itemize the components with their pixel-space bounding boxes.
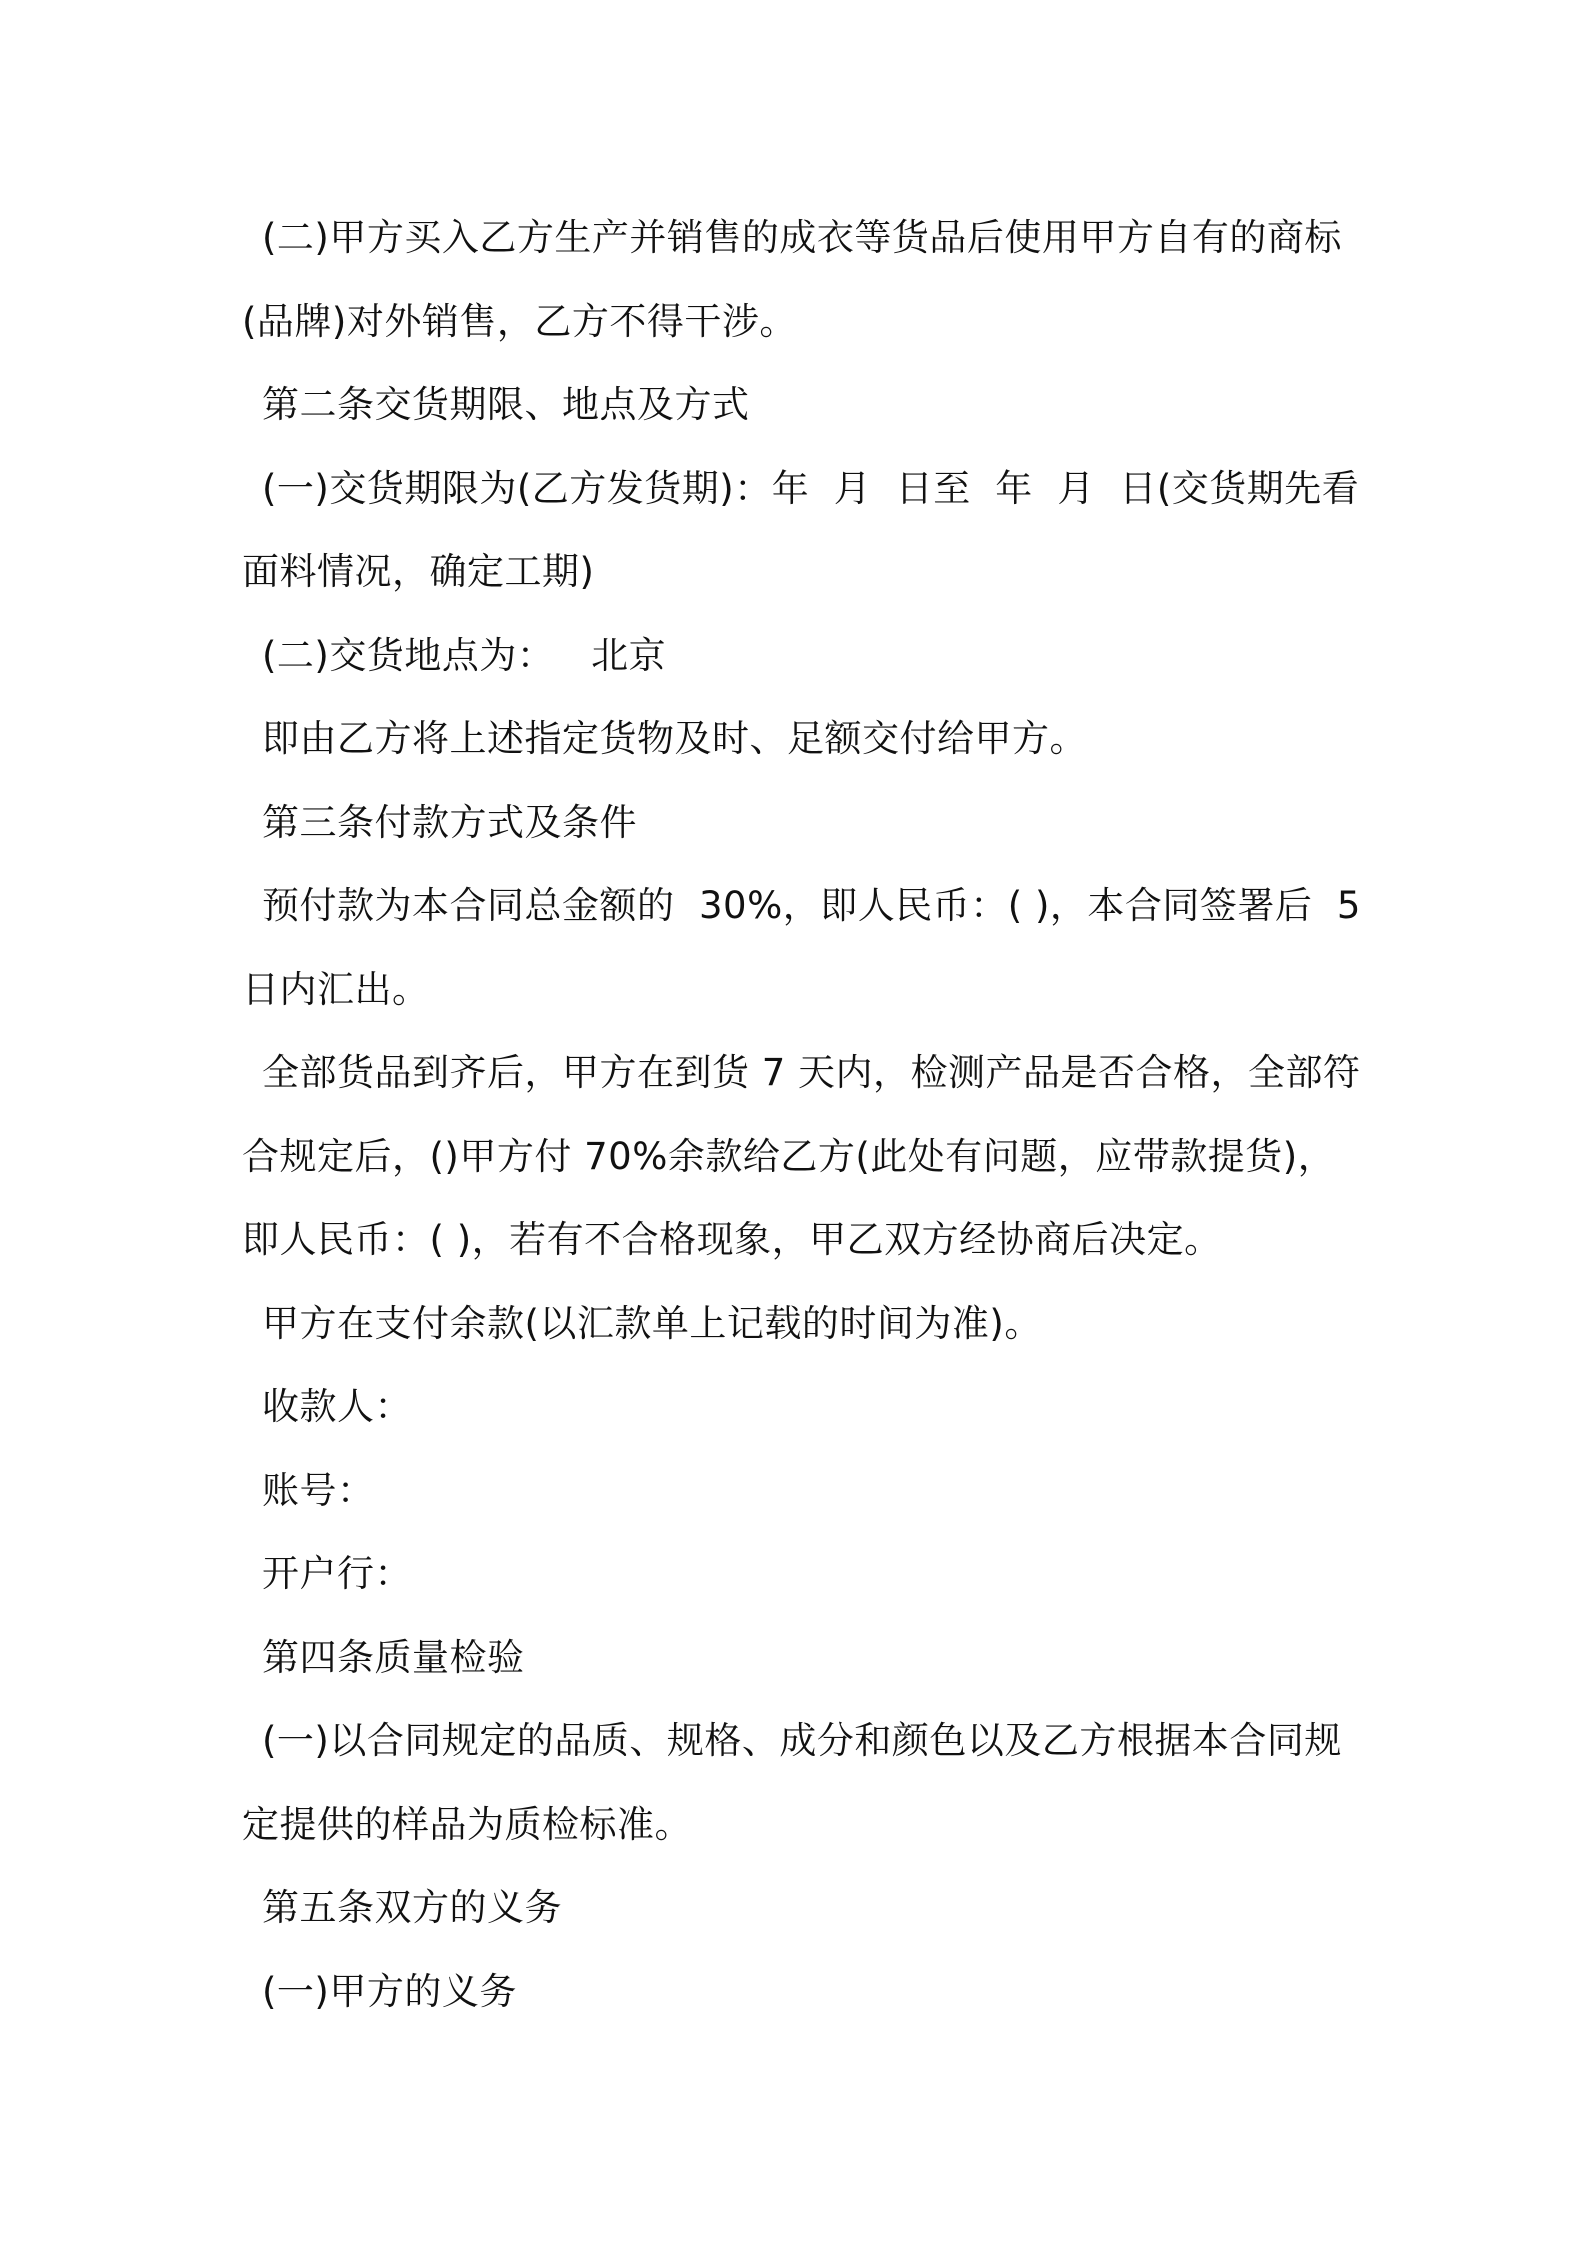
paragraph-quality-standard: (一)以合同规定的品质、规格、成分和颜色以及乙方根据本合同规定提供的样品为质检标准。 — [242, 1719, 1342, 1846]
paragraph-party-a-obligations: (一)甲方的义务 — [262, 1969, 517, 2013]
paragraph-delivery-note: 即由乙方将上述指定货物及时、足额交付给甲方。 — [262, 717, 1087, 760]
paragraph-delivery-period: (一)交货期限为(乙方发货期)：年 月 日至 年 月 日(交货期先看面料情况，确定工期) — [242, 466, 1360, 593]
field-account-number: 账号： — [262, 1468, 375, 1512]
paragraph-trademark-clause: (二)甲方买入乙方生产并销售的成衣等货品后使用甲方自有的商标(品牌)对外销售，乙方不得干涉。 — [242, 216, 1342, 343]
heading-article-5: 第五条双方的义务 — [262, 1886, 562, 1929]
heading-article-4: 第四条质量检验 — [262, 1635, 525, 1679]
heading-article-3: 第三条付款方式及条件 — [262, 800, 637, 844]
field-payee: 收款人： — [262, 1385, 412, 1428]
paragraph-payment-time: 甲方在支付余款(以汇款单上记载的时间为准)。 — [262, 1301, 1042, 1345]
paragraph-prepayment: 预付款为本合同总金额的 30%，即人民币：( )，本合同签署后 5 日内汇出。 — [242, 884, 1386, 1011]
heading-article-2: 第二条交货期限、地点及方式 — [262, 383, 750, 426]
field-bank: 开户行： — [262, 1552, 412, 1595]
paragraph-delivery-location: (二)交货地点为： 北京 — [262, 633, 667, 677]
paragraph-balance-payment: 全部货品到齐后，甲方在到货 7 天内，检测产品是否合格，全部符合规定后，()甲方付 70%余款给乙方(此处有问题，应带款提货)，即人民币：( )，若有不合格现象，甲乙双方经协商后决定。 — [242, 1051, 1361, 1261]
document-body — [242, 196, 1386, 2033]
